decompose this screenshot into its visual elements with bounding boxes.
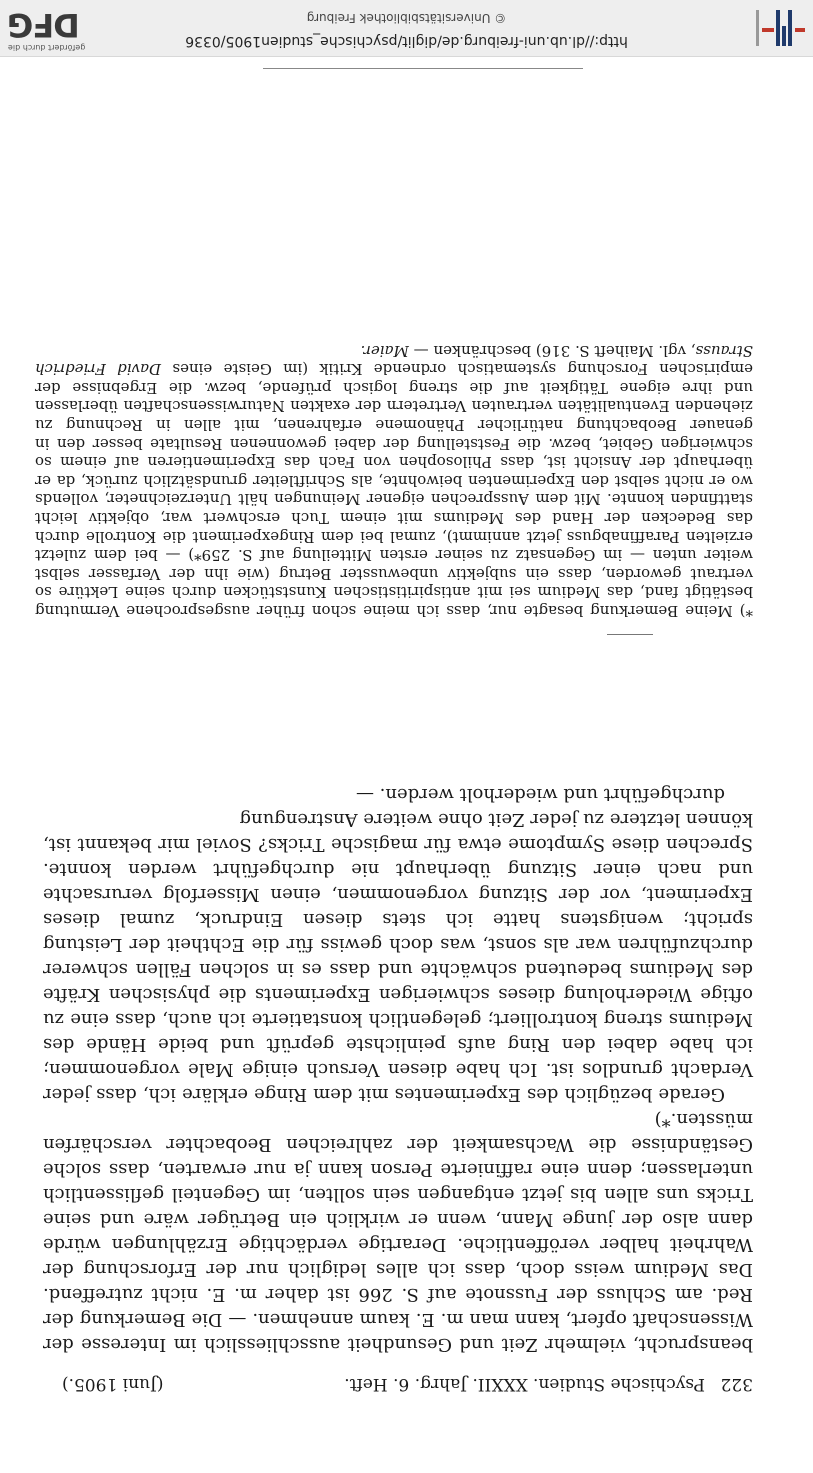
page-number: 322 [720,1374,753,1394]
footnote-part-1: *) Meine Bemerkung besagte nur, dass ich meine schon früher ausgesprochene Vermutung bestätigt fand, das Medium sei mit antispiritistischen Kunststücken durch seine Lektüre so vertraut geworden, dass ein subjektiv unbewusster Betrug (wie ihn der Verfasser selbst weiter unten — im Gegensatz zu seiner ersten Mitteilung auf S. 259*) — bei dem zuletzt erzielten Paraffinabguss jetzt annimmt), zumal bei dem Ringexperiment die Kontrolle durch das Bedecken der Hand des Mediums mit einem Tuch erschwert war, objektiv leicht stattfinden konnte. Mit dem Aussprechen eigener Meinungen hält Unterzeichneter, vollends wo er nicht selbst den Experimenten beiwohnte, als Schriftleiter grundsätzlich zurück, da er überhaupt der Ansicht ist, dass Philosophen von Fach das Experimentieren auf einem so schwierigen Gebiet, bezw. die Feststellung der dabei gewonnenen Resultate besser den in genauer Beobachtung natürlicher Phänomene erfahrenen, mit allen in Rechnung zu ziehenden Eventualitäten vertrauten Vertretern der exakten Naturwissenschaften überlassen und ihre eigene Tätigkeit auf die streng logisch prüfende, bezw. die Ergebnisse der empirischen Forschung systematisch ordnende Kritik (im Geiste eines [35,360,753,620]
footer-bar [0,0,813,57]
footer-copyright: © Universitätsbibliothek Freiburg [306,11,507,25]
main-text [43,782,753,1357]
paragraph-1: beansprucht, vielmehr Zeit und Gesundheit ausschliesslich im Interesse der Wissenschaft opfert, kann man m. E. kaum annehmen. — Die Bemerkung der Red. am Schluss der Fussnote auf S. 266 ist daher m. E. nicht zutreffend. Das Medium weiss doch, dass ich alles lediglich nur der Erforschung der Wahrheit halber veröffentliche. Derartige verdächtige Erzählungen würde dann also der junge Mann, wenn er wirklich ein Betrüger wäre und seine Tricks uns allen bis jetzt entgangen sein sollten, im Gegenteil geflissentlich unterlassen; denn eine raffinierte Person kann ja nur erwarten, dass solche Geständnisse die Wachsamkeit der zahlreichen Beobachter verschärfen müssten.*) [43,1109,753,1355]
issue-date: (Juni 1905.) [62,1374,164,1394]
journal-title: Psychische Studien. XXXII. Jahrg. 6. Heft. [344,1374,705,1394]
footnote-italic-name: David Friedrich Strauss [35,341,753,379]
bottom-rule [263,68,583,69]
footnote-signature: Maier. [360,341,409,360]
footer-url[interactable]: http://dl.ub.uni-freiburg.de/diglit/psychische_studien1905/0336 [185,33,628,49]
footnote-text [35,341,753,620]
footnote-part-2: , vgl. Maiheft S. 316) beschränken — [413,341,696,360]
footnote [35,341,753,620]
paragraph-2: Gerade bezüglich des Experimentes mit dem Ringe erkläre ich, dass jeder Verdacht grundlos ist. Ich habe diesen Versuch einige Male vorgenommen; ich habe dabei den Ring aufs peinlichste geprüft und beide Hände des Mediums streng kontrolliert; gelegentlich konstatierte ich auch, dass eine zu oftige Wiederholung dieses schwierigen Experiments die physischen Kräfte des Mediums bedeutend schwächte und dass es in solchen Fällen schwerer durchzuführen war als sonst, was doch gewiss für die Echtheit der Leistung spricht; wenigstens hatte ich stets diesen Eindruck, zumal dieses Experiment, vor der Sitzung vorgenommen, einen Misserfolg verursachte und nach einer Sitzung überhaupt nie durchgeführt werden konnte. Sprechen diese Symptome etwa für magische Tricks? Soviel mir bekannt ist, können letztere zu jeder Zeit ohne weitere Anstrengung [43,809,753,1105]
dfg-subtitle: gefördert durch die [8,43,86,52]
dfg-logo [8,6,100,52]
footnote-separator [607,634,653,635]
paragraph-2-end: durchgeführt und wiederholt werden. — [355,784,725,805]
dfg-wordmark: DFG [8,6,80,44]
